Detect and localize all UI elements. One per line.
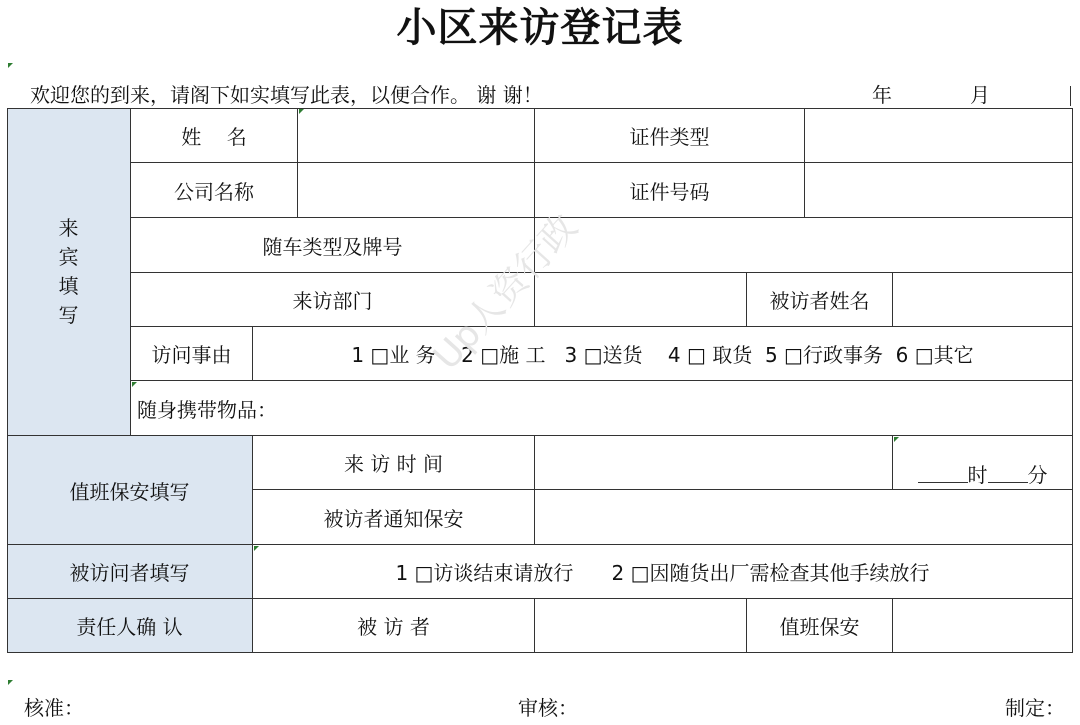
field-id-number[interactable] (805, 163, 1073, 218)
cell-marker (8, 680, 13, 685)
label-reason: 访问事由 (131, 327, 253, 381)
footer-made: 制定： (1005, 696, 1065, 720)
carried-items[interactable]: 随身携带物品： (131, 381, 1073, 436)
field-visit-time[interactable] (535, 436, 893, 490)
label-vehicle: 随车类型及牌号 (131, 218, 535, 273)
label-notify-guard: 被访者通知保安 (253, 490, 535, 545)
form-title: 小区来访登记表 (396, 5, 684, 51)
label-id-number: 证件号码 (535, 163, 805, 218)
hour-label: 时 (967, 463, 988, 487)
section-visitor-char: 写 (58, 302, 79, 327)
cursor-bar (1070, 86, 1071, 106)
footer-approve: 核准： (24, 696, 84, 720)
release-options[interactable]: 1 □访谈结束请放行 2 □因随货出厂需检查其他手续放行 (253, 545, 1073, 599)
minute-blank[interactable] (988, 464, 1028, 483)
year-label: 年 (872, 83, 892, 107)
label-company: 公司名称 (131, 163, 298, 218)
field-department[interactable] (535, 273, 747, 327)
field-visitee-sign[interactable] (535, 599, 747, 653)
label-guard-sign: 值班保安 (747, 599, 893, 653)
section-confirm: 责任人确 认 (7, 599, 253, 653)
field-company[interactable] (298, 163, 535, 218)
label-visitee-name: 被访者姓名 (747, 273, 893, 327)
cell-marker (8, 63, 13, 68)
field-vehicle[interactable] (535, 218, 1073, 273)
field-notify-guard[interactable] (535, 490, 1073, 545)
section-guard: 值班保安填写 (7, 436, 253, 545)
section-visitor-char: 来 (58, 215, 79, 240)
month-label: 月 (970, 83, 990, 107)
hour-blank[interactable] (918, 464, 968, 483)
reason-options[interactable]: 1 □业 务 2 □施 工 3 □送货 4 □ 取货 5 □行政事务 6 □其它 (253, 327, 1073, 381)
footer-review: 审核： (518, 696, 578, 720)
watermark: Up人资行政 (425, 206, 586, 378)
label-id-type: 证件类型 (535, 108, 805, 163)
section-visitee: 被访问者填写 (7, 545, 253, 599)
label-visit-time: 来 访 时 间 (253, 436, 535, 490)
field-id-type[interactable] (805, 108, 1073, 163)
field-name[interactable] (298, 108, 535, 163)
greeting-text: 欢迎您的到来，请阁下如实填写此表，以便合作。 谢 谢！ (30, 83, 543, 107)
section-visitor-label (59, 214, 79, 330)
cell-marker (132, 382, 137, 387)
cell-marker (299, 109, 304, 114)
label-name: 姓 名 (131, 108, 298, 163)
field-guard-sign[interactable] (893, 599, 1073, 653)
time-hour-minute[interactable] (893, 436, 1073, 490)
cell-marker (894, 437, 899, 442)
minute-label: 分 (1027, 463, 1048, 487)
cell-marker (254, 546, 259, 551)
field-visitee-name[interactable] (893, 273, 1073, 327)
section-visitor-char: 填 (58, 273, 79, 298)
section-visitor-char: 宾 (58, 244, 79, 269)
section-visitor (7, 108, 131, 436)
label-department: 来访部门 (131, 273, 535, 327)
label-visitee-sign: 被 访 者 (253, 599, 535, 653)
